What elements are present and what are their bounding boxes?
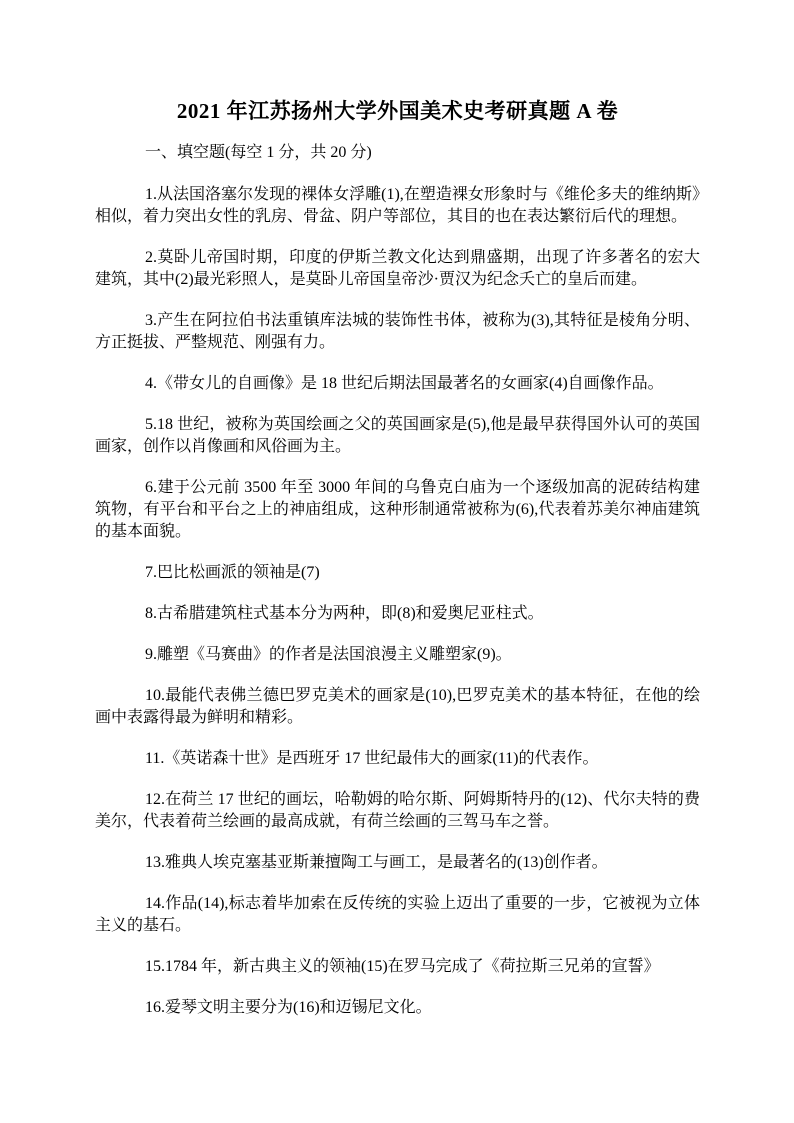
question-item-8: 8.古希腊建筑柱式基本分为两种，即(8)和爱奥尼亚柱式。 [145,605,544,622]
question-item-9: 9.雕塑《马赛曲》的作者是法国浪漫主义雕塑家(9)。 [145,646,512,663]
question-item-3: 3.产生在阿拉伯书法重镇库法城的装饰性书体，被称为(3),其特征是棱角分明、方正挺拔、严整规范、刚强有力。 [95,312,700,351]
question-item-13: 13.雅典人埃克塞基亚斯兼擅陶工与画工，是最著名的(13)创作者。 [145,854,608,871]
question-item-12: 12.在荷兰 17 世纪的画坛，哈勒姆的哈尔斯、阿姆斯特丹的(12)、代尔夫特的费美尔，代表着荷兰绘画的最高成就，有荷兰绘画的三驾马车之誉。 [95,791,700,830]
question-item-14: 14.作品(14),标志着毕加索在反传统的实验上迈出了重要的一步，它被视为立体主义的基石。 [95,895,700,934]
page-title: 2021 年江苏扬州大学外国美术史考研真题 A 卷 [176,99,619,123]
question-item-15: 15.1784 年，新古典主义的领袖(15)在罗马完成了《荷拉斯三兄弟的宣誓》 [145,958,660,975]
question-item-4: 4.《带女儿的自画像》是 18 世纪后期法国最著名的女画家(4)自画像作品。 [145,375,664,392]
question-item-5: 5.18 世纪，被称为英国绘画之父的英国画家是(5),他是最早获得国外认可的英国画家，创作以肖像画和风俗画为主。 [95,416,700,455]
question-item-6: 6.建于公元前 3500 年至 3000 年间的乌鲁克白庙为一个逐级加高的泥砖结构建筑物，有平台和平台之上的神庙组成，这种形制通常被称为(6),代表着苏美尔神庙建筑的基本面貌。 [95,479,700,540]
question-item-7: 7.巴比松画派的领袖是(7) [145,564,320,581]
question-item-10: 10.最能代表佛兰德巴罗克美术的画家是(10),巴罗克美术的基本特征，在他的绘画中表露得最为鲜明和精彩。 [95,687,700,726]
question-item-2: 2.莫卧儿帝国时期，印度的伊斯兰教文化达到鼎盛期，出现了许多著名的宏大建筑，其中(2)最光彩照人，是莫卧儿帝国皇帝沙·贾汉为纪念夭亡的皇后而建。 [95,249,700,288]
section-heading: 一、填空题(每空 1 分，共 20 分) [145,144,372,161]
question-item-16: 16.爱琴文明主要分为(16)和迈锡尼文化。 [145,999,432,1016]
question-item-11: 11.《英诺森十世》是西班牙 17 世纪最伟大的画家(11)的代表作。 [145,750,599,767]
question-item-1: 1.从法国洛塞尔发现的裸体女浮雕(1),在塑造裸女形象时与《维伦多夫的维纳斯》相似，着力突出女性的乳房、骨盆、阴户等部位，其目的也在表达繁衍后代的理想。 [95,186,700,225]
